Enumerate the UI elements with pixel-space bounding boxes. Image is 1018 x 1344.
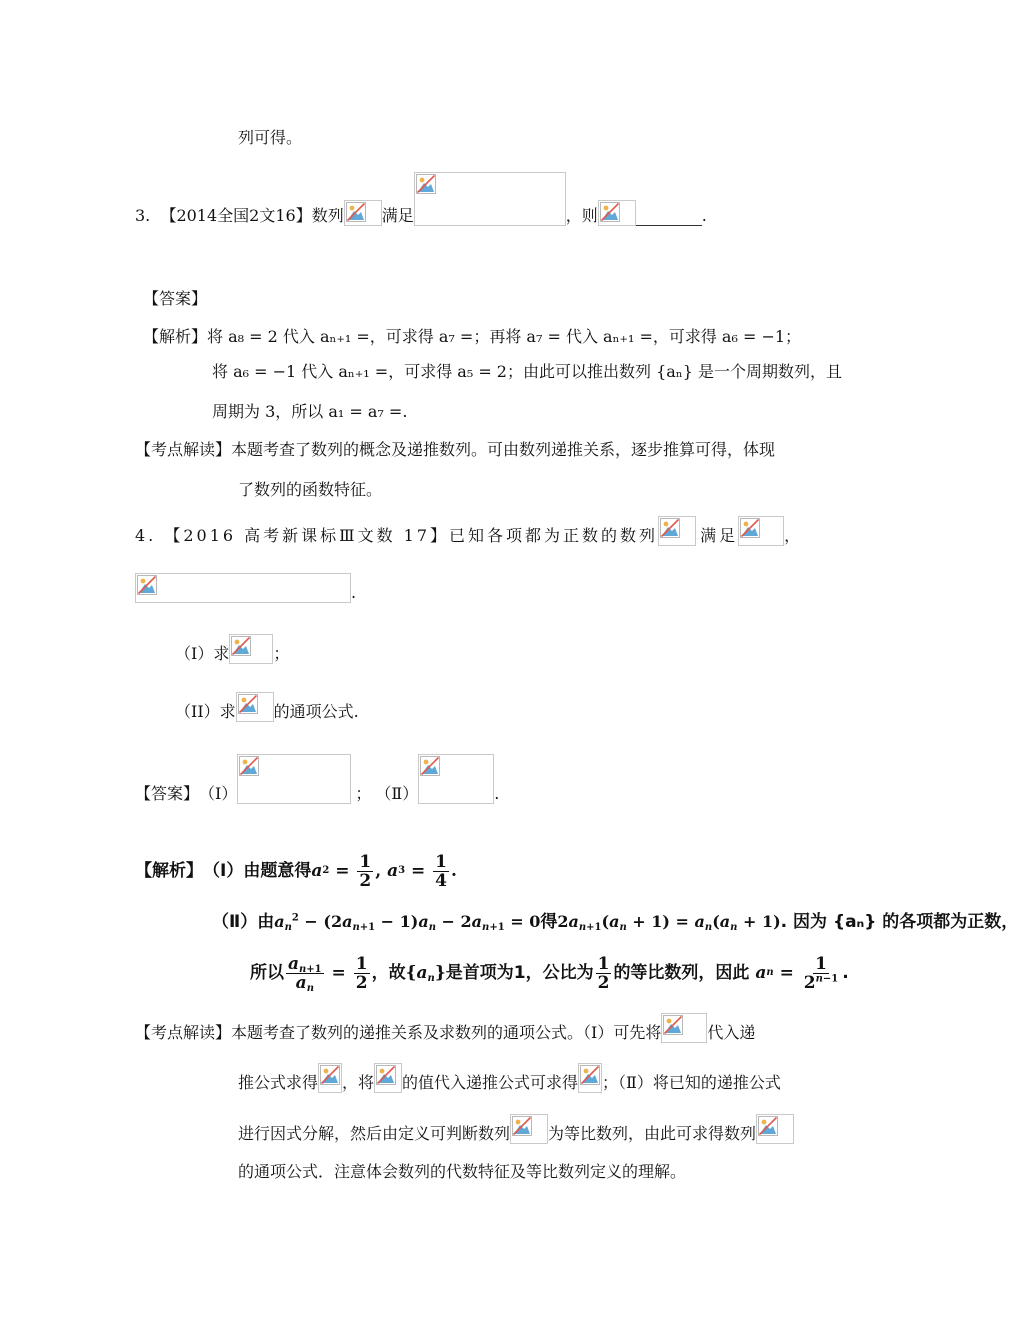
analysis-line: 将 a₆ = −1 代入 aₙ₊₁ =，可求得 a₅ = 2；由此可以推出数列 {aₙ} 是一个周期数列，且 xyxy=(212,362,842,381)
formula-image xyxy=(418,754,494,804)
analysis-text: 的等比数列，因此 xyxy=(613,963,750,983)
q4-answer xyxy=(135,752,499,804)
part1-text: （I）求 xyxy=(175,644,230,663)
formula-image xyxy=(598,200,636,226)
q4-analysis-1 xyxy=(135,848,457,894)
q4-end: . xyxy=(351,583,357,602)
q4-part2 xyxy=(175,690,359,722)
interpretation-text: 为等比数列，由此可求得数列 xyxy=(548,1124,757,1143)
interpretation-text: 代入递 xyxy=(707,1023,756,1042)
math-general-term: a n = $\frac{1}{2^{n-1}}$ xyxy=(755,953,839,993)
prev-text: 列可得。 xyxy=(238,128,303,147)
answer-label: 【答案】 xyxy=(143,289,208,308)
interpretation-text: 的值代入递推公式可求得 xyxy=(402,1073,579,1092)
math-recurrence: $a_n^2 - (2a_{n+1} - 1)a_n - 2a_{n+1} = 0$ xyxy=(274,912,541,933)
analysis-line: 周期为 3，所以 a₁ = a₇ =. xyxy=(212,402,408,421)
q4-part1 xyxy=(175,632,289,664)
q4-interp-4: 的通项公式．注意体会数列的代数特征及等比数列定义的理解。 xyxy=(238,1162,687,1181)
q4-text: ， xyxy=(784,526,804,545)
analysis-end: . xyxy=(842,963,849,983)
q4-interp-1 xyxy=(135,1011,755,1043)
q4-interp-3 xyxy=(238,1112,794,1144)
q4-number: 4. xyxy=(135,526,157,545)
formula-image xyxy=(237,754,351,804)
answer-end: . xyxy=(494,784,500,803)
formula-image xyxy=(318,1063,342,1093)
interpretation-label: 【考点解读】 xyxy=(135,440,232,459)
math-ratio: $\frac{a_{n+1}}{a_n}$ = $\frac{1}{2}$ xyxy=(288,953,368,994)
interpretation-text: 进行因式分解，然后由定义可判断数列 xyxy=(238,1124,511,1143)
analysis-line xyxy=(143,327,801,347)
analysis-text: （Ⅰ）由题意得 xyxy=(203,861,312,881)
math-half: $\frac{1}{2}$ xyxy=(597,953,610,993)
analysis-text: ，故 xyxy=(371,963,406,983)
formula-image xyxy=(236,692,274,722)
interpretation-text: 本题考查了数列的概念及递推数列。可由数列递推关系，逐步推算可得，体现 xyxy=(231,440,776,459)
q3-end: . xyxy=(701,206,707,225)
analysis-text: 是首项为1，公比为 xyxy=(445,963,594,983)
interpretation-line xyxy=(135,440,775,460)
interpretation-label: 【考点解读】 xyxy=(135,1023,232,1042)
answer-label: 【答案】 xyxy=(135,784,200,803)
part1-text: ； xyxy=(273,644,290,663)
analysis-text: 将 a₈ = 2 代入 aₙ₊₁ =，可求得 a₇ =；再将 a₇ = 代入 aₙ₊₁ =，可求得 a₆ = −1； xyxy=(207,327,802,346)
q4-analysis-3 xyxy=(250,948,849,998)
q4-source: 【2016 高考新课标Ⅲ文数 17】 xyxy=(164,526,450,545)
answer-text: （Ⅱ） xyxy=(375,784,419,803)
analysis-text: 所以 xyxy=(250,963,284,983)
formula-image xyxy=(578,1063,602,1093)
formula-image xyxy=(135,573,351,603)
formula-image xyxy=(738,516,784,546)
math-factored: $2a_{n+1}(a_n + 1) = a_n(a_n + 1)$ xyxy=(557,912,781,933)
q3-source: 【2014全国2文16】 xyxy=(160,206,312,225)
q3-text: 满足 xyxy=(381,206,414,225)
analysis-text: . 因为 {aₙ} 的各项都为正数， xyxy=(780,912,1018,932)
q4-condition xyxy=(135,573,356,603)
q4-analysis-2 xyxy=(212,907,1018,937)
formula-image xyxy=(374,1063,402,1093)
question-4 xyxy=(135,512,803,546)
formula-image xyxy=(229,634,273,664)
interpretation-text: ；（Ⅱ）将已知的递推公式 xyxy=(602,1073,781,1092)
q3-text: 数列 xyxy=(311,206,344,225)
analysis-text: （Ⅱ）由 xyxy=(212,912,275,932)
q3-text: ，则 xyxy=(565,206,598,225)
answer-text: （Ⅰ） xyxy=(199,784,238,803)
q4-text: 已知各项都为正数的数列 xyxy=(449,526,659,545)
q4-text: 满足 xyxy=(700,526,739,545)
answer-text: ； xyxy=(355,784,372,803)
formula-image xyxy=(661,1013,707,1043)
analysis-label: 【解析】 xyxy=(135,861,203,881)
analysis-text: 得 xyxy=(540,912,558,932)
formula-image xyxy=(344,200,382,226)
formula-image xyxy=(414,172,566,226)
formula-image xyxy=(510,1114,548,1144)
analysis-label: 【解析】 xyxy=(143,327,208,346)
answer-blank xyxy=(636,210,702,226)
formula-image xyxy=(756,1114,794,1144)
part2-text: 的通项公式. xyxy=(273,702,359,721)
interpretation-text: ，将 xyxy=(342,1073,375,1092)
q4-interp-2 xyxy=(238,1061,781,1093)
interpretation-text: 推公式求得 xyxy=(238,1073,319,1092)
math-seq: $\{a_n\}$ xyxy=(405,963,446,984)
q3-number: 3. xyxy=(135,206,151,225)
math-a2-a3: a 2 = $\frac{1}{2}$ , a 3 = $\frac{1}{4}$ . xyxy=(311,851,457,891)
part2-text: （II）求 xyxy=(175,702,236,721)
interpretation-line: 了数列的函数特征。 xyxy=(238,480,383,499)
question-3 xyxy=(135,170,707,226)
interpretation-text: 本题考查了数列的递推关系及求数列的通项公式。（Ⅰ）可先将 xyxy=(231,1023,662,1042)
formula-image xyxy=(658,516,696,546)
